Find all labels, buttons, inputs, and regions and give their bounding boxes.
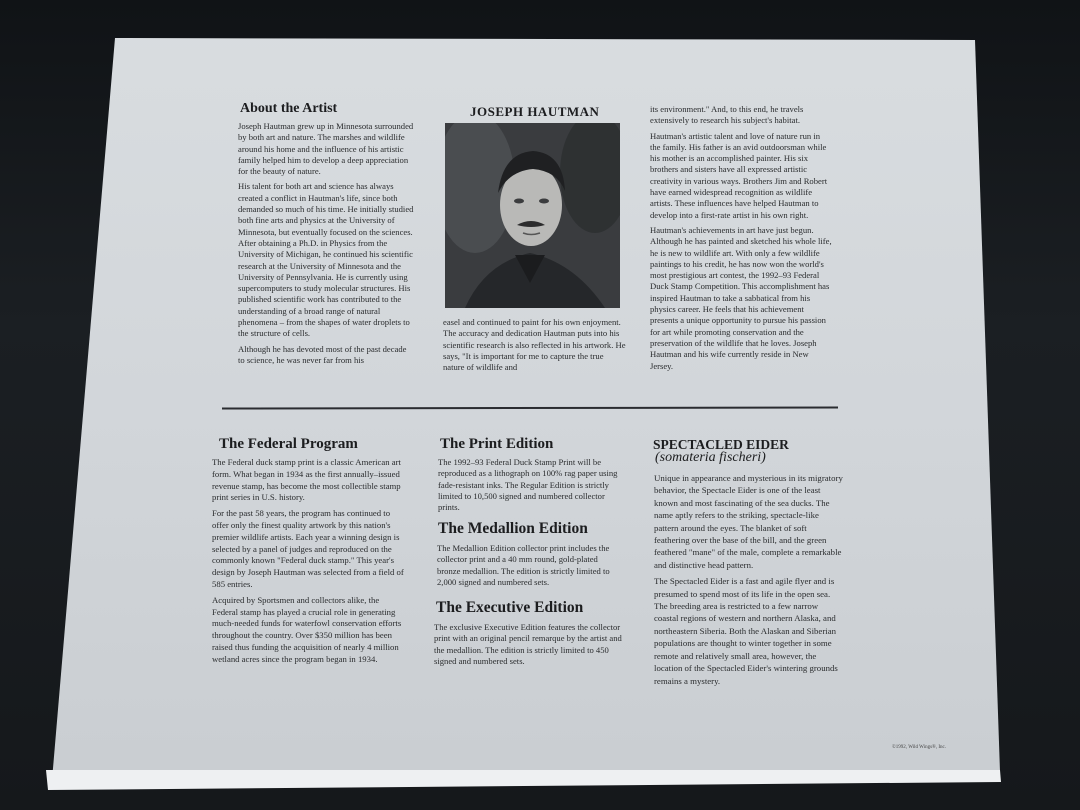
federal-paragraph-3: Acquired by Sportsmen and collectors alike, the Federal stamp has played a crucial role in generating much-needed funds for waterfowl conservation efforts throughout the country. Over $350 million has been raised thus funding the acquisition of nearly 4 million wetland acres since the program began in 1934. [212,594,402,664]
about-paragraph-3: Although he has devoted most of the past decade to science, he was never far from his [238,343,407,365]
executive-heading: The Executive Edition [436,599,584,616]
federal-heading: The Federal Program [219,436,358,452]
right-paragraph-2: Hautman's artistic talent and love of nature run in the family. His father is an avid outdoorsman while his mother is an accomplished painter. His six brothers and sisters have all expressed artistic creativity in various ways. Brothers Jim and Robert have earned widespread recognition as wildlife artists. These influences have helped Hautman to develop into a first-rate artist in his own right. [650,130,828,220]
artist-name: JOSEPH HAUTMAN [470,104,600,119]
eider-heading: SPECTACLED EIDER [653,437,789,452]
federal-text [212,457,404,670]
middle-text: easel and continued to paint for his own enjoyment. The accuracy and dedication Hautman puts into his scientific research is also reflected in his artwork. He says, "It is important for me to capture the true nature of wildlife and [443,317,626,373]
medallion-heading: The Medallion Edition [438,520,588,537]
print-edition-text: The 1992–93 Federal Duck Stamp Print will be reproduced as a lithograph on 100% rag paper using fade-resistant inks. The Regular Edition is strictly limited to 10,500 signed and numbered collector prints. [438,457,618,513]
about-text [238,121,414,370]
right-paragraph-3: Hautman's achievements in art have just begun. Although he has painted and sketched his whole life, he is new to wildlife art. With only a few wildlife paintings to his credit, he has now won the world's most prestigious art contest, the 1992–93 Federal Duck Stamp Competition. This accomplishment has inspired Hautman to take a sabbatical from his physics career. He feels that his achievement presents a unique opportunity to pursue his passion for art while promoting conservation and the preservation of the wildlife that he loves. Joseph Hautman and his wife currently reside in New Jersey. [650,224,832,371]
eider-latin-name: (somateria fischeri) [655,450,766,465]
artist-photo [445,123,620,308]
federal-paragraph-1: The Federal duck stamp print is a classic American art form. What began in 1934 as the first annually–issued revenue stamp, has become the most collectible stamp print series in U.S. history. [212,457,401,503]
executive-text: The exclusive Executive Edition features the collector print with an original pencil remarque by the artist and the medallion. The edition is strictly limited to 450 signed and numbered sets. [434,622,622,666]
eider-paragraph-1: Unique in appearance and mysterious in its migratory behavior, the Spectacle Eider is one of the least known and most fascinating of the sea ducks. The name aptly refers to the striking, spectacle-like pattern around the eyes. The blanket of soft feathering over the base of the bill, and the green feathered "mane" of the male, complete a remarkable and distinctive head pattern. [654,473,843,570]
about-heading: About the Artist [240,101,338,116]
about-paragraph-1: Joseph Hautman grew up in Minnesota surrounded by both art and nature. The marshes and wildlife around his home and the influence of his artistic family helped him to develop a deep appreciation for the beauty of nature. [238,121,414,177]
copyright-notice: ©1992, Wild Wings®, Inc. [892,745,946,750]
eider-paragraph-2: The Spectacled Eider is a fast and agile flyer and is presumed to spend most of its life in the open sea. The breeding area is restricted to a few narrow coastal regions of western and northern Alaska, and northeastern Siberia. Both the Alaskan and Siberian populations are thought to winter together in some remote and relatively small area, however, the location of the Spectacled Eider's wintering grounds remains a mystery. [654,576,838,686]
print-edition-heading: The Print Edition [440,436,554,452]
eider-text [654,472,844,691]
about-paragraph-2: His talent for both art and science has always created a conflict in Hautman's life, since both demanded so much of his time. He initially studied both fine arts and physics at the University of Minnesota, but eventually focused on the sciences. After obtaining a Ph.D. in Physics from the University of Michigan, he continued his scientific research at the University of Minnesota and the University of Pennsylvania. He is currently using supercomputers to study molecular structures. His published scientific work has contributed to the understanding of a broad range of natural phenomena – from the shapes of water droplets to the structure of cells. [238,181,414,339]
medallion-text: The Medallion Edition collector print includes the collector print and a 40 mm round, gold-plated bronze medallion. The edition is strictly limited to 2,000 signed and numbered sets. [437,543,610,587]
right-paragraph-1: its environment." And, to this end, he travels extensively to research his subject's habitat. [650,104,804,126]
federal-paragraph-2: For the past 58 years, the program has continued to offer only the finest quality artwork by this nation's premier wildlife artists. Each year a winning design is selected by a panel of judges and reproduced on the commonly known "Federal duck stamp." This year's design by Joseph Hautman was selected from a field of 585 entries. [212,508,404,589]
right-column-text [650,104,832,376]
